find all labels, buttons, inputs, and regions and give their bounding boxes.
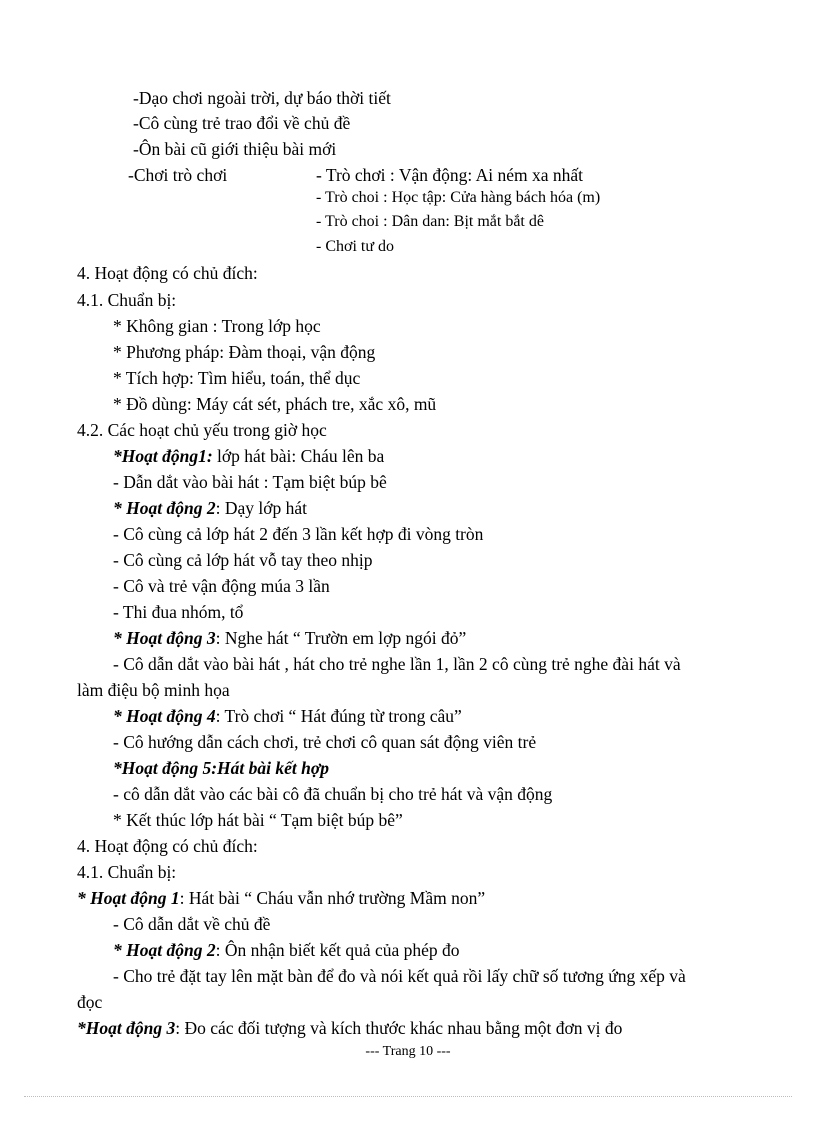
text-line: làm điệu bộ minh họa xyxy=(77,680,230,700)
activity-line xyxy=(113,626,466,650)
text-line: * Phương pháp: Đàm thoại, vận động xyxy=(113,342,376,362)
text-line: * Không gian : Trong lớp học xyxy=(113,316,321,336)
text-line: - Trò choi : Học tập: Cửa hàng bách hóa (m) xyxy=(316,189,601,206)
text-line: - Trò choi : Dân dan: Bịt mắt bắt dê xyxy=(316,213,544,230)
text-line: - Cô và trẻ vận động múa 3 lần xyxy=(113,576,330,596)
activity-text: : Nghe hát “ Trườn em lợp ngói đỏ” xyxy=(215,628,467,648)
activity-text: : Dạy lớp hát xyxy=(215,498,307,518)
text-line: -Chơi trò chơi xyxy=(128,165,228,185)
activity-label: *Hoạt động 3 xyxy=(77,1018,176,1038)
text-line: - Cô dẫn dắt về chủ đề xyxy=(113,914,271,934)
text-line: -Dạo chơi ngoài trời, dự báo thời tiết xyxy=(133,88,391,108)
text-line: - Cô hướng dẫn cách chơi, trẻ chơi cô quan sát động viên trẻ xyxy=(113,732,537,752)
activity-text: lớp hát bài: Cháu lên ba xyxy=(212,446,385,466)
activity-label: * Hoạt động 2 xyxy=(113,940,216,960)
activity-label: * Hoạt động 2 xyxy=(113,498,216,518)
activity-text: : Đo các đối tượng và kích thước khác nhau bằng một đơn vị đo xyxy=(175,1018,623,1038)
text-line: - Dẫn dắt vào bài hát : Tạm biệt búp bê xyxy=(113,472,387,492)
section-heading: 4. Hoạt động có chủ đích: xyxy=(77,836,258,856)
text-line: * Kết thúc lớp hát bài “ Tạm biệt búp bê” xyxy=(113,810,403,830)
text-line: - Thi đua nhóm, tổ xyxy=(113,602,244,622)
section-heading: 4. Hoạt động có chủ đích: xyxy=(77,263,258,283)
activity-line xyxy=(113,496,307,520)
text-line: -Cô cùng trẻ trao đổi về chủ đề xyxy=(133,113,351,133)
activity-label: * Hoạt động 1 xyxy=(77,888,180,908)
activity-text: : Trò chơi “ Hát đúng từ trong câu” xyxy=(215,706,462,726)
text-line: * Tích hợp: Tìm hiểu, toán, thể dục xyxy=(113,368,361,388)
activity-line xyxy=(113,938,460,962)
activity-line xyxy=(113,704,462,728)
activity-text: : Hát bài “ Cháu vẫn nhớ trường Mầm non” xyxy=(179,888,486,908)
activity-line xyxy=(113,444,384,468)
text-line: - Cô dẫn dắt vào bài hát , hát cho trẻ nghe lần 1, lần 2 cô cùng trẻ nghe đài hát và xyxy=(113,654,681,674)
text-line: - Trò chơi : Vận động: Ai ném xa nhất xyxy=(316,165,584,185)
bottom-divider xyxy=(24,1096,792,1097)
activity-label: *Hoạt động1: xyxy=(113,446,213,466)
text-line: - Cô cùng cả lớp hát 2 đến 3 lần kết hợp đi vòng tròn xyxy=(113,524,484,544)
page-footer: --- Trang 10 --- xyxy=(365,1044,451,1059)
section-heading: 4.1. Chuẩn bị: xyxy=(77,862,177,882)
section-heading: 4.1. Chuẩn bị: xyxy=(77,290,177,310)
section-heading: 4.2. Các hoạt chủ yếu trong giờ học xyxy=(77,420,327,440)
activity-text: : Ôn nhận biết kết quả của phép đo xyxy=(215,940,460,960)
text-line: * Đồ dùng: Máy cát sét, phách tre, xắc xô, mũ xyxy=(113,394,437,414)
text-line: đọc xyxy=(77,992,103,1012)
text-line: - Chơi tư do xyxy=(316,238,395,255)
text-line: - Cô cùng cả lớp hát vỗ tay theo nhịp xyxy=(113,550,373,570)
activity-line xyxy=(77,1016,622,1040)
activity-label: * Hoạt động 3 xyxy=(113,628,216,648)
activity-label: *Hoạt động 5:Hát bài kết hợp xyxy=(113,758,329,778)
text-line: - cô dẫn dắt vào các bài cô đã chuẩn bị cho trẻ hát và vận động xyxy=(113,784,553,804)
text-line: - Cho trẻ đặt tay lên mặt bàn để đo và nói kết quả rồi lấy chữ số tương ứng xếp và xyxy=(113,966,686,986)
text-line: -Ôn bài cũ giới thiệu bài mới xyxy=(133,139,337,159)
activity-label: * Hoạt động 4 xyxy=(113,706,216,726)
activity-line xyxy=(77,886,485,910)
